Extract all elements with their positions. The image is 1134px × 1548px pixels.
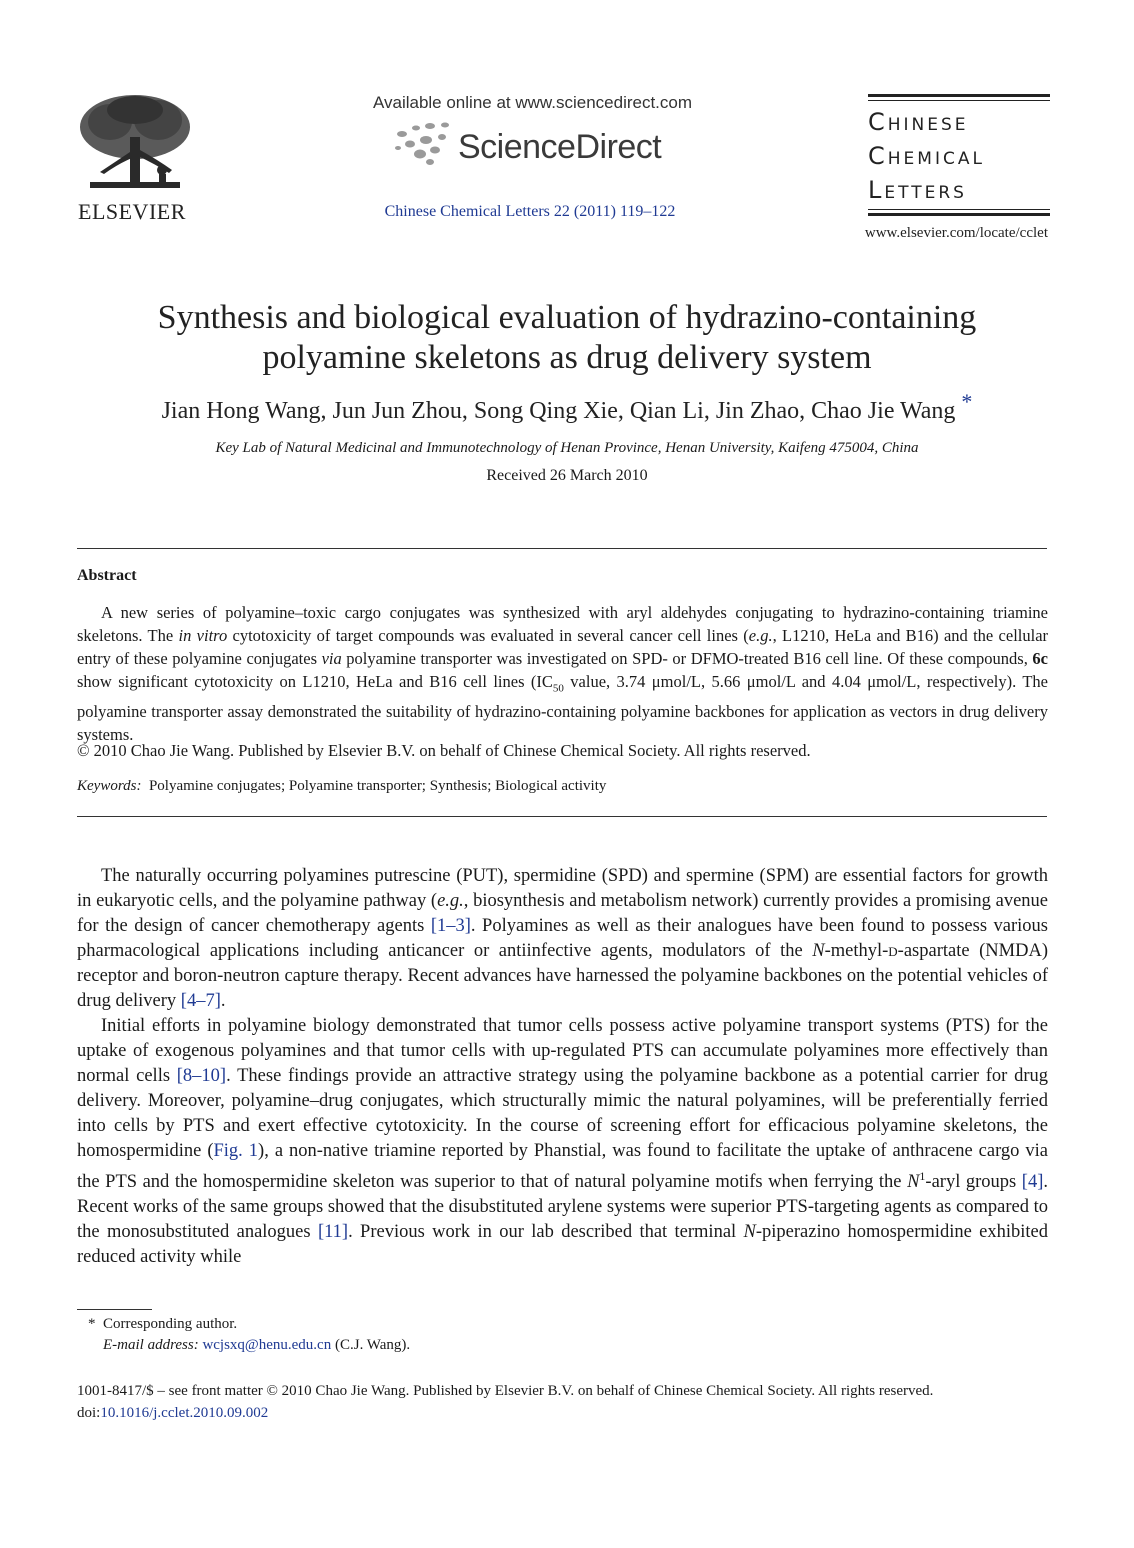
available-online-text: Available online at www.sciencedirect.com: [372, 93, 693, 112]
abstract-bottom-rule: [77, 816, 1047, 817]
masthead-line-3: Letters: [868, 176, 967, 204]
sciencedirect-dots-icon: [390, 120, 458, 170]
masthead-bottom-thin-rule: [868, 209, 1050, 210]
reference-link[interactable]: [11]: [317, 1222, 349, 1243]
journal-url[interactable]: www.elsevier.com/locate/cclet: [864, 225, 1048, 241]
masthead-line-1: Chinese: [868, 108, 969, 136]
reference-link[interactable]: [4–7]: [180, 991, 221, 1011]
author-names: Jian Hong Wang, Jun Jun Zhou, Song Qing Xie, Qian Li, Jin Zhao, Chao Jie Wang: [161, 398, 956, 424]
issn-line: 1001-8417/$ – see front matter © 2010 Chao Jie Wang. Published by Elsevier B.V. on behalf of Chinese Chemical Society. All rights reserved.: [77, 1383, 934, 1399]
reference-link[interactable]: [4]: [1021, 1172, 1044, 1193]
masthead-bottom-rule: [868, 213, 1050, 216]
abstract-copyright: © 2010 Chao Jie Wang. Published by Elsevier B.V. on behalf of Chinese Chemical Society. All rights reserved.: [77, 741, 811, 760]
body-paragraph-1: The naturally occurring polyamines putrescine (PUT), spermidine (SPD) and spermine (SPM) are essential factors for growth in eukaryotic cells, and the polyamine pathway (e.g., biosynthesis and metabolism network) currently provides a promising avenue for the design of cancer chemotherapy agents [1–3]. Polyamines as well as their analogues have been found to possess various pharmacological applications including anticancer or antiinfective agents, modulators of the N-methyl-d-aspartate (NMDA) receptor and boron-neutron capture therapy. Recent advances have harnessed the polyamine backbones on the potential vehicles of drug delivery [4–7].: [77, 866, 1049, 1011]
affiliation: Key Lab of Natural Medicinal and Immunotechnology of Henan Province, Henan University, Kaifeng 475004, China: [215, 440, 919, 456]
masthead-line-2: Chemical: [868, 142, 985, 170]
sciencedirect-wordmark: ScienceDirect: [458, 128, 662, 166]
publisher-wordmark: ELSEVIER: [78, 199, 186, 224]
email-note: E-mail address: wcjsxq@henu.edu.cn (C.J. Wang).: [103, 1337, 411, 1353]
masthead-title: [868, 101, 1050, 209]
reference-link[interactable]: [8–10]: [176, 1066, 227, 1086]
keywords-label: Keywords:: [77, 778, 142, 794]
figure-link[interactable]: Fig. 1: [213, 1141, 259, 1161]
keywords-list: Polyamine conjugates; Polyamine transporter; Synthesis; Biological activity: [148, 778, 607, 794]
doi-line: doi:10.1016/j.cclet.2010.09.002: [77, 1405, 269, 1421]
body-text: [77, 864, 1048, 1270]
corresponding-author-note: * Corresponding author.: [88, 1316, 238, 1332]
reference-link[interactable]: [1–3]: [430, 916, 471, 936]
journal-masthead: [868, 94, 1050, 219]
article-title: Synthesis and biological evaluation of hydrazino-containing polyamine skeletons as drug delivery system: [157, 299, 977, 376]
tree-icon: [80, 95, 190, 188]
doi-link[interactable]: 10.1016/j.cclet.2010.09.002: [100, 1405, 269, 1421]
email-link[interactable]: wcjsxq@henu.edu.cn: [202, 1337, 332, 1353]
abstract-text: A new series of polyamine–toxic cargo conjugates was synthesized with aryl aldehydes conjugating to hydrazino-containing triamine skeletons. The in vitro cytotoxicity of target compounds was evaluated in several cancer cell lines (e.g., L1210, HeLa and B16) and the cellular entry of these polyamine conjugates via polyamine transporter was investigated on SPD- or DFMO-treated B16 cell line. Of these compounds, 6c show significant cytotoxicity on L1210, HeLa and B16 cell lines ($IC_{50}$ value, 3.74 μmol/L, 5.66 μmol/L and 4.04 μmol/L, respectively). The polyamine transporter assay demonstrated the suitability of hydrazino-containing polyamine backbones for application as vectors in drug delivery systems.: [77, 603, 1049, 745]
footnote-rule: [77, 1309, 152, 1310]
corresponding-author-marker[interactable]: *: [961, 389, 973, 414]
abstract-top-rule: [77, 548, 1047, 549]
received-date: Received 26 March 2010: [486, 467, 648, 484]
keywords: [77, 778, 1048, 795]
journal-citation-link[interactable]: Chinese Chemical Letters 22 (2011) 119–122: [384, 203, 676, 220]
author-list: [60, 389, 1074, 425]
abstract-heading: Abstract: [77, 567, 137, 584]
masthead-top-rule: [868, 94, 1050, 97]
body-paragraph-2: Initial efforts in polyamine biology demonstrated that tumor cells possess active polyamine transport systems (PTS) for the uptake of exogenous polyamines and that tumor cells with up-regulated PTS can accumulate polyamines more effectively than normal cells [8–10]. These findings provide an attractive strategy using the polyamine backbone as a potential carrier for drug delivery. Moreover, polyamine–drug conjugates, which structurally mimic the natural polyamines, will be preferentially ferried into cells by PTS and exert effective cytotoxicity. In the course of screening effort for efficacious polyamine skeletons, the homospermidine (Fig. 1), a non-native triamine reported by Phanstial, was found to facilitate the uptake of anthracene cargo via the PTS and the homospermidine skeleton was superior to that of natural polyamine motifs when ferrying the $N^1$-aryl groups [4]. Recent works of the same groups showed that the disubstituted arylene systems were superior PTS-targeting agents as compared to the monosubstituted analogues [11]. Previous work in our lab described that terminal N-piperazino homospermidine exhibited reduced activity while: [77, 1016, 1048, 1268]
